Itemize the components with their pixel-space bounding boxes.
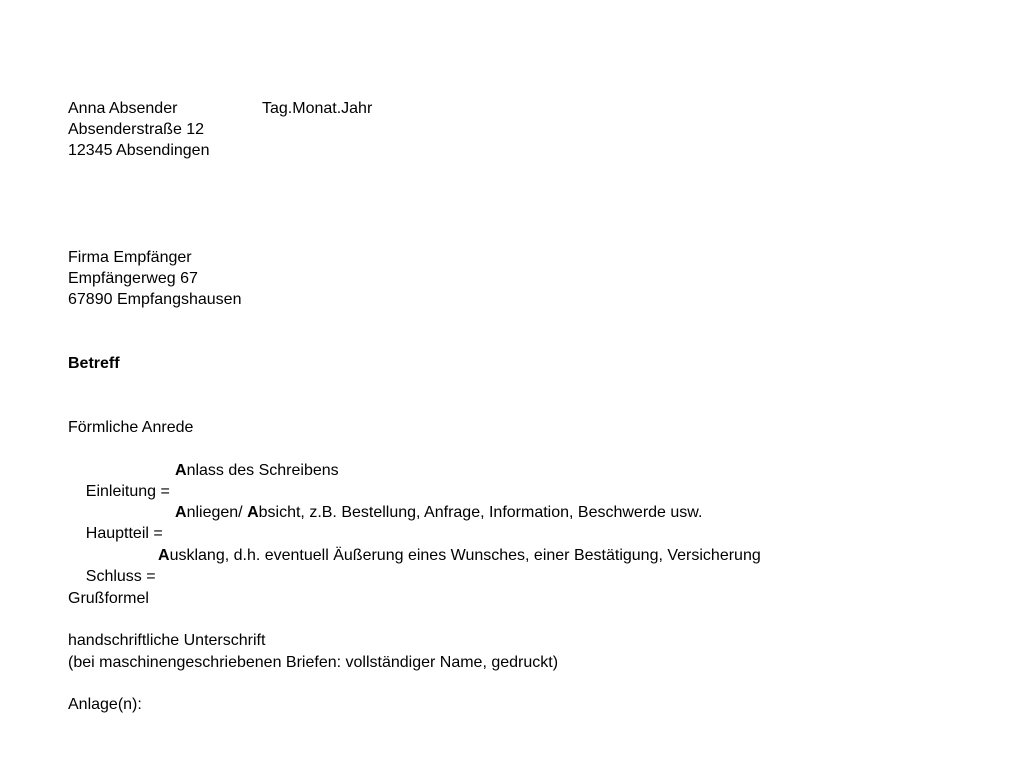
section-closing (68, 545, 761, 629)
signature-line: handschriftliche Unterschrift (68, 632, 266, 649)
sender-city: 12345 Absendingen (68, 142, 210, 159)
salutation: Förmliche Anrede (68, 419, 194, 436)
section-main-second-initial: A (247, 504, 259, 521)
recipient-city: 67890 Empfangshausen (68, 291, 242, 308)
subject-line: Betreff (68, 355, 120, 372)
section-closing-text (158, 545, 761, 566)
section-intro-label: Einleitung = (85, 483, 170, 500)
sender-name: Anna Absender (68, 100, 178, 117)
section-intro-initial: A (175, 462, 187, 479)
section-main-label: Hauptteil = (85, 525, 163, 542)
section-closing-initial: A (158, 547, 170, 564)
section-intro-text (175, 460, 339, 481)
section-main-text (175, 502, 702, 523)
signature-note: (bei maschinengeschriebenen Briefen: vollständiger Name, gedruckt) (68, 654, 559, 671)
section-closing-rest: usklang, d.h. eventuell Äußerung eines Wunsches, einer Bestätigung, Versicherung (169, 547, 761, 564)
section-intro-rest: nlass des Schreibens (186, 462, 339, 479)
sender-street: Absenderstraße 12 (68, 121, 205, 138)
section-main-part2: bsicht, z.B. Bestellung, Anfrage, Information, Beschwerde usw. (258, 504, 703, 521)
recipient-street: Empfängerweg 67 (68, 270, 198, 287)
section-main-part1: nliegen/ (186, 504, 248, 521)
section-main-initial: A (175, 504, 187, 521)
greeting: Grußformel (68, 590, 149, 607)
attachments-line: Anlage(n): (68, 696, 142, 713)
recipient-company: Firma Empfänger (68, 249, 192, 266)
letter-date: Tag.Monat.Jahr (262, 100, 373, 117)
section-closing-label: Schluss = (85, 568, 156, 585)
